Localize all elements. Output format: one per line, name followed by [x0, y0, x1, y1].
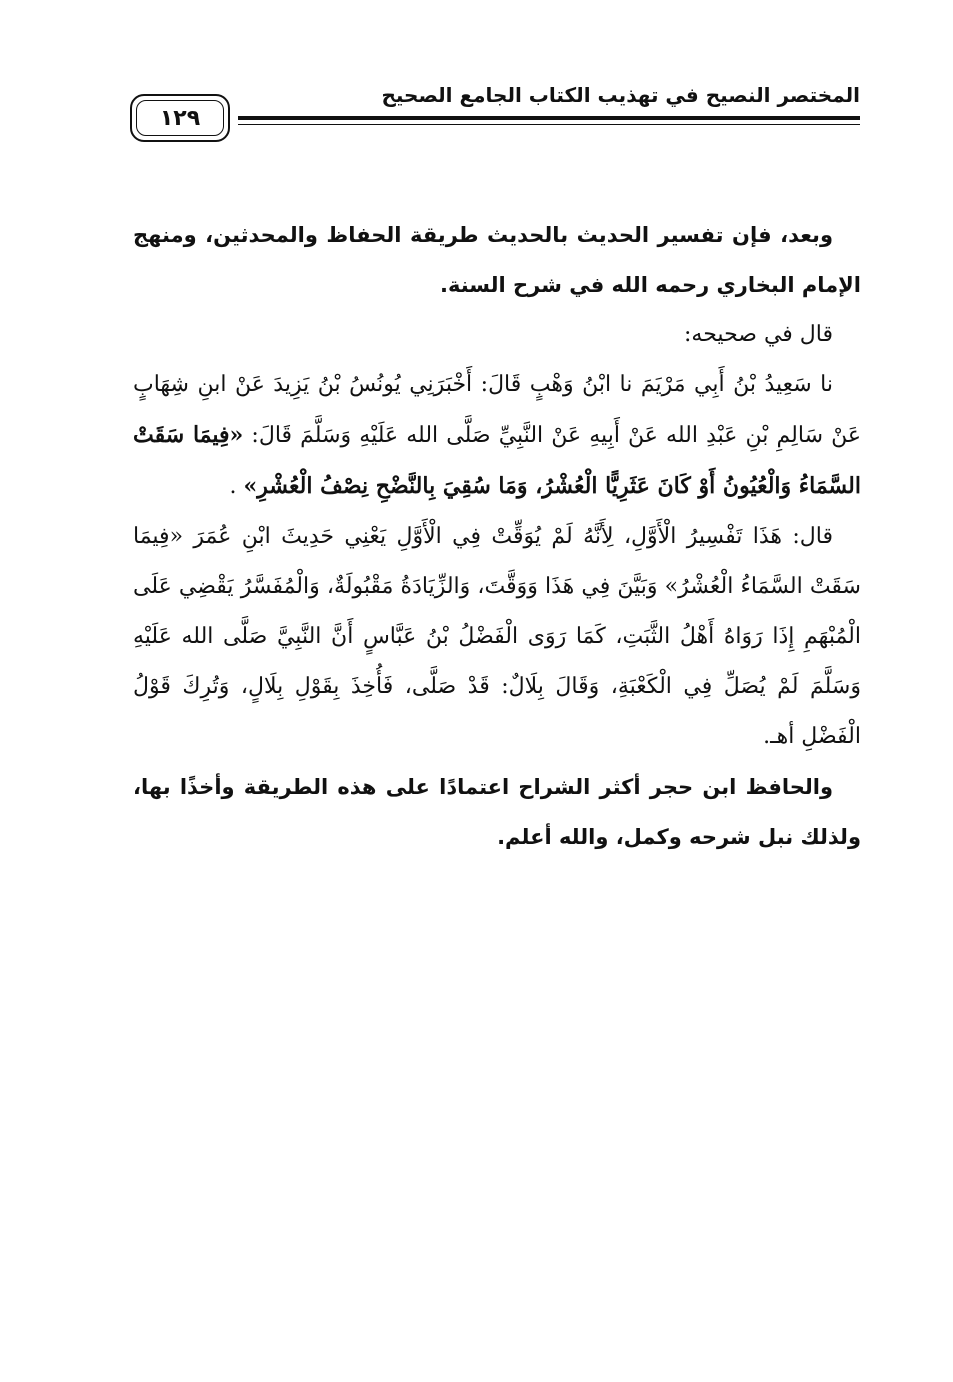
- paragraph-hadith: [133, 360, 861, 512]
- header-rule-thick: [238, 116, 860, 120]
- paragraph-qala: قال في صحيحه:: [684, 322, 833, 347]
- header-rule-thin: [238, 124, 860, 125]
- hadith-matn: «فِيمَا سَقَتْ السَّمَاءُ وَالْعُيُونُ أَوْ كَانَ عَثَرِيًّا الْعُشْرُ، وَمَا سُقِيَ بِالنَّضْحِ نِصْفُ الْعُشْرِ»: [133, 422, 861, 499]
- paragraph-conclusion: والحافظ ابن حجر أكثر الشراح اعتمادًا على هذه الطريقة وأخذًا بها، ولذلك نبل شرحه وكمل، والله أعلم.: [133, 775, 861, 849]
- page-body: [133, 210, 861, 862]
- running-title: المختصر النصيح في تهذيب الكتاب الجامع الصحيح: [381, 83, 860, 107]
- paragraph-bukhari-comment: قال: هَذَا تَفْسِيرُ الْأَوَّلِ، لِأَنَّهُ لَمْ يُوَقِّتْ فِي الْأَوَّلِ يَعْنِي حَدِيثَ ابْنِ عُمَرَ «فِيمَا سَقَتْ السَّمَاءُ الْعُشْرُ» وَبَيَّنَ فِي هَذَا وَوَقَّتَ، وَالزِّيَادَةُ مَقْبُولَةٌ، وَالْمُفَسَّرُ يَقْضِي عَلَى الْمُبْهَمِ إِذَا رَوَاهُ أَهْلُ الثَّبَتِ، كَمَا رَوَى الْفَضْلُ بْنُ عَبَّاسٍ أَنَّ النَّبِيَّ صَلَّى الله عَلَيْهِ وَسَلَّمَ لَمْ يُصَلِّ فِي الْكَعْبَةِ، وَقَالَ بِلَالٌ: قَدْ صَلَّى، فَأُخِذَ بِقَوْلِ بِلَالٍ، وَتُرِكَ قَوْلُ الْفَضْلِ أهـ.: [133, 524, 861, 749]
- hadith-isnad: نا سَعِيدُ بْنُ أَبِي مَرْيَمَ نا ابْنُ وَهْبٍ قَالَ: أَخْبَرَنِي يُونُسُ بْنُ يَزِيدَ عَنْ ابنِ شِهَابٍ عَنْ سَالِمِ بْنِ عَبْدِ الله عَنْ أَبِيهِ عَنْ النَّبِيِّ صَلَّى الله عَلَيْهِ وَسَلَّمَ قَالَ:: [133, 372, 861, 448]
- hadith-end: .: [229, 474, 244, 499]
- paragraph-intro: وبعد، فإن تفسير الحديث بالحديث طريقة الحفاظ والمحدثين، ومنهج الإمام البخاري رحمه الله في شرح السنة.: [133, 223, 861, 297]
- page-number: ١٢٩: [159, 105, 201, 131]
- page-header: [130, 78, 860, 158]
- page-number-frame: [130, 94, 230, 142]
